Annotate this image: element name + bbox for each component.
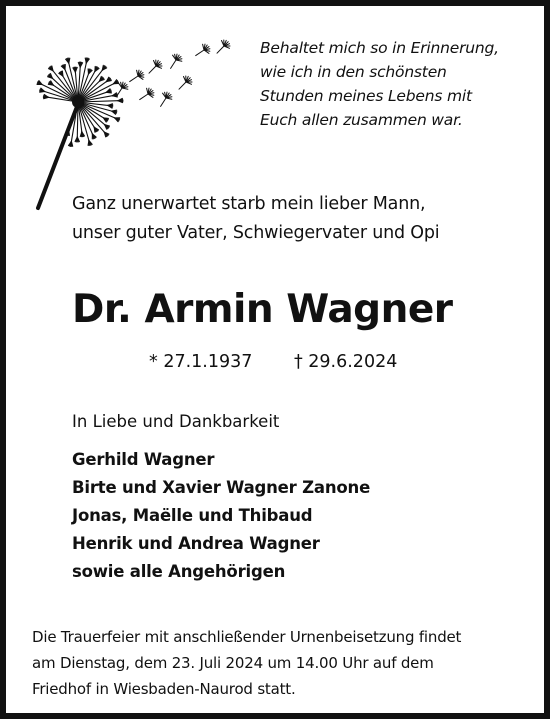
announcement-text bbox=[72, 190, 512, 248]
mourners-list bbox=[72, 446, 512, 586]
quote-line: Behaltet mich so in Erinnerung, bbox=[260, 39, 499, 57]
quote-line: wie ich in den schönsten bbox=[260, 63, 447, 81]
funeral-details-line: am Dienstag, dem 23. Juli 2024 um 14.00 Uhr auf dem bbox=[32, 654, 434, 672]
mourners-heading: In Liebe und Dankbarkeit bbox=[72, 412, 280, 431]
quote-line: Euch allen zusammen war. bbox=[260, 111, 463, 129]
death-date: † 29.6.2024 bbox=[293, 352, 398, 372]
life-dates bbox=[149, 350, 397, 374]
mourner-name: Henrik und Andrea Wagner bbox=[72, 534, 320, 553]
funeral-details bbox=[32, 624, 532, 702]
announcement-line: Ganz unerwartet starb mein lieber Mann, bbox=[72, 194, 426, 214]
birth-date: * 27.1.1937 bbox=[149, 352, 253, 372]
dandelion-icon bbox=[26, 36, 256, 216]
announcement-line: unser guter Vater, Schwiegervater und Opi bbox=[72, 223, 440, 243]
quote-line: Stunden meines Lebens mit bbox=[260, 87, 472, 105]
funeral-details-line: Friedhof in Wiesbaden-Naurod statt. bbox=[32, 680, 296, 698]
memorial-quote bbox=[260, 36, 540, 132]
mourner-name: sowie alle Angehörigen bbox=[72, 562, 286, 581]
mourner-name: Jonas, Maëlle und Thibaud bbox=[72, 506, 313, 525]
mourner-name: Birte und Xavier Wagner Zanone bbox=[72, 478, 371, 497]
deceased-name: Dr. Armin Wagner bbox=[72, 287, 453, 332]
funeral-details-line: Die Trauerfeier mit anschließender Urnenbeisetzung findet bbox=[32, 628, 462, 646]
mourner-name: Gerhild Wagner bbox=[72, 450, 215, 469]
